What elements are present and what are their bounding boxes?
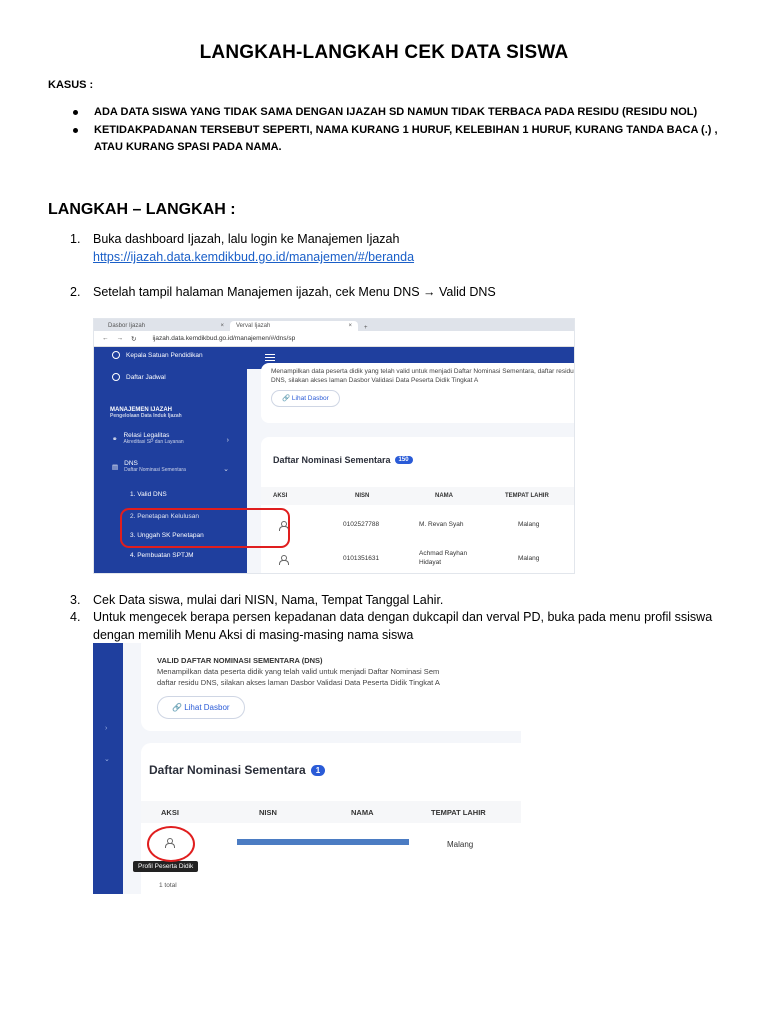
reload-icon[interactable]: ↻ bbox=[131, 335, 137, 343]
sidebar-section-title: MANAJEMEN IJAZAH Pengelolaan Data Induk Ijazah bbox=[110, 407, 182, 419]
steps-heading: LANGKAH – LANGKAH : bbox=[48, 201, 236, 218]
link-icon: 🔗 bbox=[282, 395, 291, 402]
info-card: Menampilkan data peserta didik yang telah valid untuk menjadi Daftar Nominasi Sementara, daftar residu DNS, silakan akses laman Dasbor Validasi Data Peserta Didik Tingkat A 🔗 Lihat Dasbor bbox=[261, 363, 575, 423]
bullet-icon bbox=[73, 110, 78, 115]
menu-icon[interactable] bbox=[265, 354, 275, 361]
lihat-dasbor-button[interactable]: 🔗 Lihat Dasbor bbox=[157, 696, 245, 719]
step-1: 1. Buka dashboard Ijazah, lalu login ke Manajemen Ijazah https://ijazah.data.kemdikbud.go.id/manajemen/#/beranda bbox=[70, 230, 720, 266]
browser-tab-bar bbox=[94, 319, 574, 331]
kasus-label: KASUS : bbox=[48, 79, 94, 91]
profile-icon[interactable] bbox=[279, 555, 287, 566]
chevron-down-icon: ⌄ bbox=[104, 756, 110, 763]
back-icon[interactable]: ← bbox=[102, 335, 109, 342]
table-row: 0101351631 Achmad Rayhan Hidayat Malang bbox=[261, 545, 575, 573]
sidebar-item-dns[interactable]: ▤ DNS Daftar Nominasi Sementara bbox=[112, 460, 186, 473]
highlight-box bbox=[120, 508, 290, 548]
count-badge: 1 bbox=[311, 765, 325, 776]
kasus-list bbox=[70, 104, 730, 157]
lihat-dasbor-button[interactable]: 🔗 Lihat Dasbor bbox=[271, 390, 340, 407]
sidebar-item-valid-dns[interactable]: 1. Valid DNS bbox=[130, 491, 167, 498]
step-3: 3. Cek Data siswa, mulai dari NISN, Nama, Tempat Tanggal Lahir. bbox=[70, 593, 444, 607]
bullet-icon bbox=[73, 128, 78, 133]
address-bar[interactable] bbox=[94, 331, 574, 347]
step-2: 2. Setelah tampil halaman Manajemen ijazah, cek Menu DNS → Valid DNS bbox=[70, 285, 496, 299]
clock-icon bbox=[112, 373, 120, 381]
browser-tab[interactable]: Dasbor Ijazah × bbox=[108, 323, 224, 329]
user-icon bbox=[112, 351, 120, 359]
step-4: 4. Untuk mengecek berapa persen kepadanan data dengan dukcapil dan verval PD, buka pada menu profil ssiswa dengan memilih Menu Aksi di masing-masing nama siswa bbox=[70, 610, 713, 642]
sidebar-item-penetapan[interactable]: 2. Penetapan Kelulusan bbox=[130, 513, 200, 520]
url-text: ijazah.data.kemdikbud.go.id/manajemen/#/dns/sp bbox=[152, 335, 296, 342]
link-icon: 🔗 bbox=[172, 703, 182, 712]
sidebar-item-jadwal[interactable]: Daftar Jadwal bbox=[112, 373, 166, 381]
dns-table-card bbox=[141, 743, 521, 894]
sidebar-item-relasi[interactable]: ⚭ Relasi Legalitas Akreditasi SP dan Layanan bbox=[112, 432, 184, 445]
chevron-right-icon: › bbox=[105, 725, 108, 732]
table-header: AKSI NISN NAMA TEMPAT LAHIR bbox=[141, 801, 521, 823]
forward-icon[interactable]: → bbox=[116, 335, 123, 342]
clipboard-icon: ▤ bbox=[112, 463, 119, 471]
sidebar-item-unggah-sk[interactable]: 3. Unggah SK Penetapan bbox=[130, 532, 204, 539]
count-badge: 150 bbox=[395, 456, 413, 464]
table-title: Daftar Nominasi Sementara 150 bbox=[273, 455, 413, 465]
main-content bbox=[247, 369, 574, 573]
browser-tab[interactable]: Verval Ijazah × bbox=[230, 321, 358, 331]
table-title: Daftar Nominasi Sementara 1 bbox=[149, 763, 325, 777]
chevron-down-icon: ⌄ bbox=[223, 466, 229, 473]
table-row: 0102527788 M. Revan Syah Malang bbox=[261, 511, 575, 539]
document-title: LANGKAH-LANGKAH CEK DATA SISWA bbox=[199, 42, 569, 63]
chevron-right-icon: › bbox=[226, 437, 229, 444]
link-icon: ⚭ bbox=[112, 435, 118, 443]
sidebar-item-sptjm[interactable]: 4. Pembuatan SPTJM bbox=[130, 552, 194, 559]
new-tab-button[interactable]: + bbox=[364, 325, 368, 331]
sidebar bbox=[93, 643, 123, 894]
info-card: VALID DAFTAR NOMINASI SEMENTARA (DNS) Menampilkan data peserta didik yang telah valid untuk menjadi Daftar Nominasi Sem daftar residu DNS, silakan akses laman Dasbor Validasi Data Peserta Didik Tingkat A 🔗 Lihat Dasbor bbox=[141, 643, 521, 731]
highlight-circle bbox=[147, 826, 195, 862]
dns-table-card bbox=[261, 437, 575, 574]
tooltip-profil: Profil Peserta Didik bbox=[133, 861, 198, 872]
sidebar-item-kepala[interactable]: Kepala Satuan Pendidikan bbox=[112, 351, 203, 359]
table-header: AKSI NISN NAMA TEMPAT LAHIR bbox=[261, 487, 575, 505]
manajemen-link[interactable]: https://ijazah.data.kemdikbud.go.id/manajemen/#/beranda bbox=[93, 250, 415, 264]
list-item: ADA DATA SISWA YANG TIDAK SAMA DENGAN IJAZAH SD NAMUN TIDAK TERBACA PADA RESIDU (RESIDU NOL) bbox=[70, 104, 730, 121]
total-count: 1 total bbox=[159, 882, 177, 889]
table-row: Malang bbox=[141, 825, 521, 861]
list-item: KETIDAKPADANAN TERSEBUT SEPERTI, NAMA KURANG 1 HURUF, KELEBIHAN 1 HURUF, KURANG TANDA BACA (.) , ATAU KURANG SPASI PADA NAMA. bbox=[70, 122, 730, 156]
redacted-bar bbox=[237, 839, 409, 845]
